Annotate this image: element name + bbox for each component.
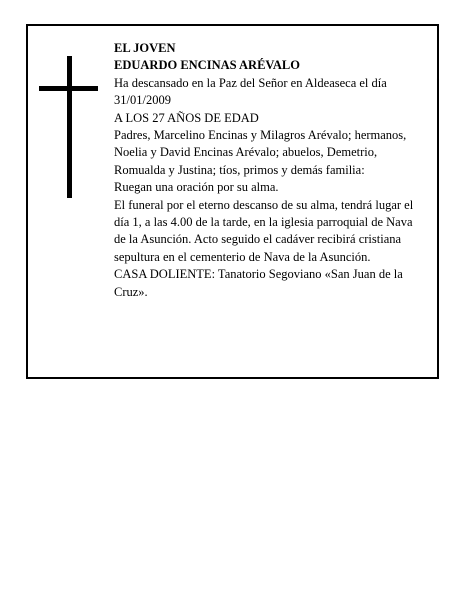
funeral-details: El funeral por el eterno descanso de su alma, tendrá lugar el día 1, a las 4.00 de la tarde, en la iglesia parroquial de Nava de la Asunción. Acto seguido el cadáver recibirá cristiana sepultura en el cementerio de Nava de la Asunción. xyxy=(114,197,414,264)
heading-intro: EL JOVEN xyxy=(114,41,176,55)
prayer-request: Ruegan una oración por su alma. xyxy=(114,180,279,195)
cross-horizontal-bar xyxy=(39,86,98,91)
obituary-text xyxy=(114,40,424,301)
deceased-name: EDUARDO ENCINAS ARÉVALO xyxy=(114,58,300,73)
mourning-house: CASA DOLIENTE: Tanatorio Segoviano «San Juan de la Cruz». xyxy=(114,267,403,299)
obituary-notice xyxy=(26,24,439,379)
age-line: A LOS 27 AÑOS DE EDAD xyxy=(114,110,259,125)
family-list: Padres, Marcelino Encinas y Milagros Arévalo; hermanos, Noelia y David Encinas Arévalo; abuelos, Demetrio, Romualda y Justina; tíos, primos y demás familia: xyxy=(114,128,407,177)
cross-vertical-bar xyxy=(67,56,72,198)
death-announcement: Ha descansado en la Paz del Señor en Aldeaseca el día 31/01/2009 xyxy=(114,75,387,108)
